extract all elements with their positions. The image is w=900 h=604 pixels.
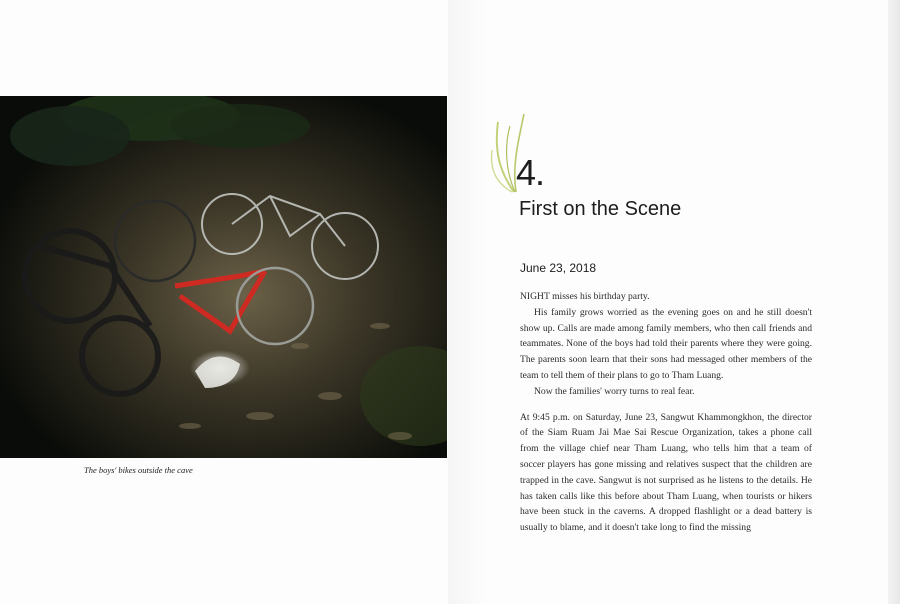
- chapter-number: 4.: [516, 152, 545, 193]
- bikes-photo: [0, 96, 447, 458]
- page-edge: [888, 0, 900, 604]
- bikes-photo-image: [0, 96, 447, 458]
- paragraph: At 9:45 p.m. on Saturday, June 23, Sangwut Khammongkhon, the director of the Siam Ruam Jai Mae Sai Rescue Organization, takes a phone call from the village chief near Tham Luang, who tells him that a team of soccer players has gone missing and relatives suspect that the children are trapped in the cave. Sangwut is not surprised as he listens to the details. He has taken calls like this before about Tham Luang, when tourists or hikers have been stuck in the caverns. A dropped flashlight or a dead battery is usually to blame, and it doesn't take long to find the missing: [520, 411, 812, 534]
- body-text: [520, 289, 812, 536]
- gutter-shadow: [448, 0, 488, 604]
- paragraph: NIGHT misses his birthday party.: [520, 291, 650, 302]
- paragraph: Now the families' worry turns to real fear.: [534, 385, 695, 397]
- photo-caption: The boys' bikes outside the cave: [84, 465, 193, 475]
- date-heading: June 23, 2018: [520, 261, 597, 275]
- paragraph: His family grows worried as the evening goes on and he still doesn't show up. Calls are made among family members, who then call friends and teammates. None of the boys had told their parents where they were going. The parents soon learn that their sons had messaged other members of the team to tell them of their plans to go to Tham Luang.: [520, 306, 812, 381]
- chapter-title: First on the Scene: [519, 198, 682, 220]
